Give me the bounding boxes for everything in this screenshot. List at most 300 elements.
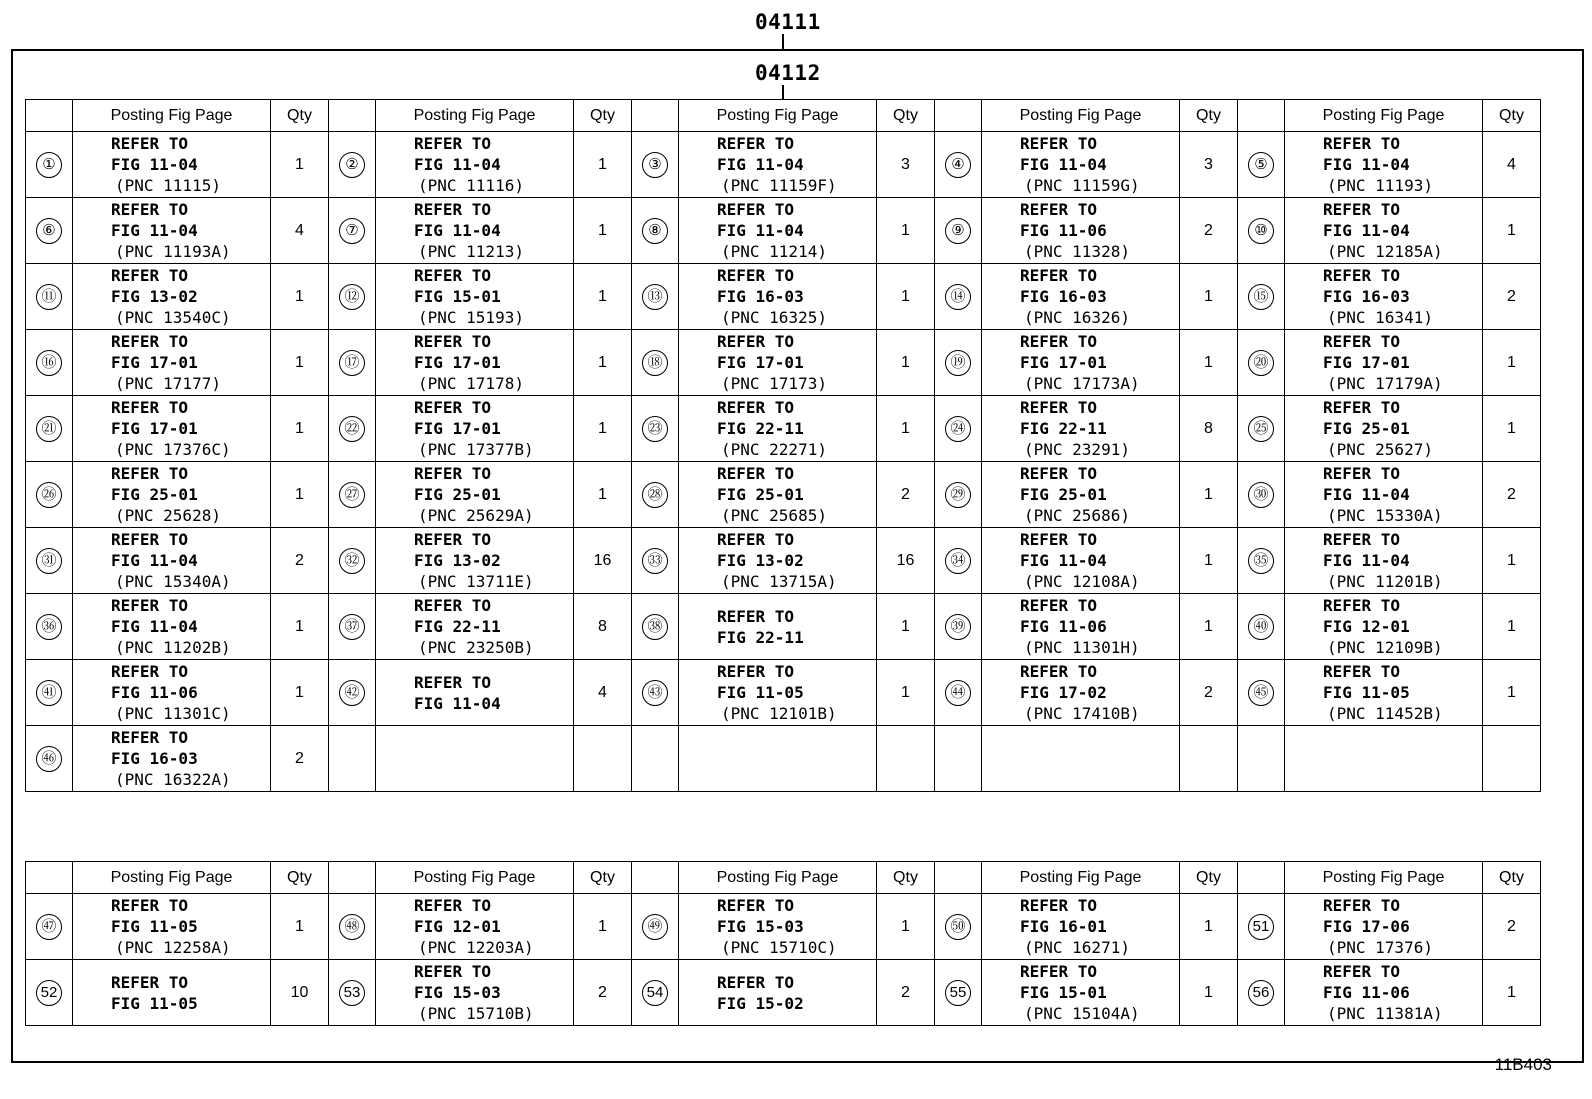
posting-fig-cell bbox=[376, 396, 574, 462]
item-number: 52 bbox=[36, 980, 62, 1006]
fig-ref: FIG 22-11 bbox=[414, 617, 501, 636]
posting-fig-cell bbox=[73, 330, 271, 396]
posting-fig-cell bbox=[73, 528, 271, 594]
qty-cell bbox=[271, 594, 329, 660]
item-number-cell bbox=[26, 960, 73, 1026]
header-qty: Qty bbox=[271, 862, 329, 894]
pnc-ref: (PNC 17173A) bbox=[1024, 374, 1140, 393]
item-number: ⑧ bbox=[642, 218, 668, 244]
header-qty: Qty bbox=[574, 862, 632, 894]
qty-cell bbox=[877, 528, 935, 594]
qty-value: 2 bbox=[901, 983, 910, 1001]
pnc-ref: (PNC 17177) bbox=[115, 374, 221, 393]
qty-value: 1 bbox=[1507, 683, 1516, 701]
fig-ref: FIG 13-02 bbox=[414, 551, 501, 570]
posting-fig-cell bbox=[376, 528, 574, 594]
item-number: ② bbox=[339, 152, 365, 178]
pnc-ref: (PNC 17173) bbox=[721, 374, 827, 393]
refer-to-text: REFER TO bbox=[717, 134, 795, 153]
header-qty: Qty bbox=[1180, 100, 1238, 132]
qty-value: 1 bbox=[598, 221, 607, 239]
item-number-cell bbox=[632, 462, 679, 528]
refer-to-text: REFER TO bbox=[717, 398, 795, 417]
fig-ref: FIG 11-06 bbox=[111, 683, 198, 702]
refer-to-text: REFER TO bbox=[1323, 134, 1401, 153]
refer-to-text: REFER TO bbox=[111, 896, 189, 915]
posting-fig-cell bbox=[679, 660, 877, 726]
item-number: 53 bbox=[339, 980, 365, 1006]
qty-cell bbox=[1483, 132, 1541, 198]
refer-to-text: REFER TO bbox=[717, 332, 795, 351]
header-row bbox=[26, 862, 1541, 894]
fig-ref: FIG 13-02 bbox=[717, 551, 804, 570]
qty-value: 1 bbox=[901, 683, 910, 701]
item-number-cell bbox=[935, 462, 982, 528]
refer-to-text: REFER TO bbox=[414, 672, 492, 692]
qty-value: 2 bbox=[1507, 287, 1516, 305]
posting-fig-cell bbox=[73, 264, 271, 330]
refer-to-text: REFER TO bbox=[1020, 530, 1098, 549]
fig-ref: FIG 22-11 bbox=[717, 419, 804, 438]
pnc-ref: (PNC 12258A) bbox=[115, 938, 231, 957]
qty-value: 1 bbox=[1507, 221, 1516, 239]
item-number-cell bbox=[632, 330, 679, 396]
qty-value: 2 bbox=[598, 983, 607, 1001]
qty-value: 1 bbox=[1507, 617, 1516, 635]
qty-cell bbox=[574, 198, 632, 264]
fig-ref: FIG 12-01 bbox=[1323, 617, 1410, 636]
refer-to-text: REFER TO bbox=[1020, 398, 1098, 417]
item-number-cell bbox=[1238, 396, 1285, 462]
fig-ref: FIG 17-01 bbox=[717, 353, 804, 372]
fig-ref: FIG 16-03 bbox=[1323, 287, 1410, 306]
item-number-cell bbox=[935, 396, 982, 462]
fig-ref: FIG 11-05 bbox=[111, 917, 198, 936]
refer-to-text: REFER TO bbox=[111, 728, 189, 747]
qty-cell bbox=[574, 960, 632, 1026]
posting-fig-cell bbox=[1285, 198, 1483, 264]
pnc-ref: (PNC 23291) bbox=[1024, 440, 1130, 459]
header-fig: Posting Fig Page bbox=[376, 100, 574, 132]
item-number: ㊺ bbox=[1248, 680, 1274, 706]
posting-fig-cell bbox=[1285, 462, 1483, 528]
qty-cell bbox=[574, 132, 632, 198]
fig-ref: FIG 11-05 bbox=[111, 993, 198, 1013]
posting-fig-cell bbox=[1285, 330, 1483, 396]
item-number-cell bbox=[329, 660, 376, 726]
fig-ref: FIG 11-04 bbox=[414, 155, 501, 174]
pnc-ref: (PNC 11193A) bbox=[115, 242, 231, 261]
qty-value: 16 bbox=[896, 551, 915, 569]
fig-ref: FIG 15-01 bbox=[1020, 983, 1107, 1002]
qty-cell bbox=[877, 330, 935, 396]
fig-ref: FIG 22-11 bbox=[1020, 419, 1107, 438]
refer-to-text: REFER TO bbox=[414, 134, 492, 153]
posting-fig-cell bbox=[73, 726, 271, 792]
item-number: ㊸ bbox=[642, 680, 668, 706]
qty-value: 1 bbox=[1204, 485, 1213, 503]
item-number: ⑤ bbox=[1248, 152, 1274, 178]
refer-to-text: REFER TO bbox=[111, 464, 189, 483]
qty-value: 8 bbox=[598, 617, 607, 635]
qty-cell bbox=[271, 330, 329, 396]
posting-fig-cell bbox=[73, 198, 271, 264]
qty-cell bbox=[574, 264, 632, 330]
qty-value: 1 bbox=[1507, 419, 1516, 437]
fig-ref: FIG 11-04 bbox=[1020, 551, 1107, 570]
pnc-ref: (PNC 11159F) bbox=[721, 176, 837, 195]
refer-to-text: REFER TO bbox=[1020, 962, 1098, 981]
pnc-ref: (PNC 11116) bbox=[418, 176, 524, 195]
header-qty: Qty bbox=[271, 100, 329, 132]
qty-value: 1 bbox=[598, 485, 607, 503]
header-fig: Posting Fig Page bbox=[679, 862, 877, 894]
refer-to-text: REFER TO bbox=[1323, 596, 1401, 615]
qty-value: 1 bbox=[1204, 353, 1213, 371]
item-number-cell bbox=[632, 894, 679, 960]
header-blank bbox=[632, 100, 679, 132]
pnc-ref: (PNC 11301C) bbox=[115, 704, 231, 723]
fig-ref: FIG 17-01 bbox=[414, 419, 501, 438]
refer-to-text: REFER TO bbox=[717, 464, 795, 483]
qty-value: 1 bbox=[598, 287, 607, 305]
posting-fig-cell bbox=[982, 264, 1180, 330]
header-qty: Qty bbox=[1180, 862, 1238, 894]
refer-to-text: REFER TO bbox=[414, 464, 492, 483]
refer-to-text: REFER TO bbox=[1323, 896, 1401, 915]
top-part-code: 04111 bbox=[755, 10, 821, 34]
item-number-cell bbox=[632, 594, 679, 660]
posting-fig-cell bbox=[1285, 264, 1483, 330]
pnc-ref: (PNC 11452B) bbox=[1327, 704, 1443, 723]
item-number: 55 bbox=[945, 980, 971, 1006]
posting-fig-cell bbox=[376, 726, 574, 792]
header-qty: Qty bbox=[1483, 100, 1541, 132]
pnc-ref: (PNC 11201B) bbox=[1327, 572, 1443, 591]
refer-to-text: REFER TO bbox=[111, 332, 189, 351]
item-number-cell bbox=[1238, 462, 1285, 528]
posting-fig-cell bbox=[679, 132, 877, 198]
header-blank bbox=[1238, 100, 1285, 132]
item-number: ⑱ bbox=[642, 350, 668, 376]
pnc-ref: (PNC 17410B) bbox=[1024, 704, 1140, 723]
posting-fig-cell bbox=[376, 264, 574, 330]
refer-to-text: REFER TO bbox=[1323, 530, 1401, 549]
inner-leader-line bbox=[782, 85, 784, 99]
fig-ref: FIG 11-04 bbox=[1323, 551, 1410, 570]
refer-to-text: REFER TO bbox=[1020, 896, 1098, 915]
header-fig: Posting Fig Page bbox=[679, 100, 877, 132]
fig-ref: FIG 25-01 bbox=[717, 485, 804, 504]
qty-value: 1 bbox=[295, 155, 304, 173]
item-number-cell bbox=[329, 198, 376, 264]
qty-cell bbox=[1483, 330, 1541, 396]
item-number-cell bbox=[329, 132, 376, 198]
refer-to-text: REFER TO bbox=[414, 266, 492, 285]
item-number: ⑳ bbox=[1248, 350, 1274, 376]
item-number-cell bbox=[935, 960, 982, 1026]
item-number: ㊷ bbox=[339, 680, 365, 706]
pnc-ref: (PNC 23250B) bbox=[418, 638, 534, 657]
pnc-ref: (PNC 11214) bbox=[721, 242, 827, 261]
item-number-cell bbox=[632, 396, 679, 462]
qty-value: 1 bbox=[1507, 983, 1516, 1001]
qty-cell bbox=[574, 396, 632, 462]
fig-ref: FIG 11-04 bbox=[111, 551, 198, 570]
item-number-cell bbox=[329, 462, 376, 528]
fig-ref: FIG 25-01 bbox=[1020, 485, 1107, 504]
item-number-cell bbox=[1238, 132, 1285, 198]
posting-fig-cell bbox=[376, 894, 574, 960]
table-row bbox=[26, 264, 1541, 330]
refer-to-text: REFER TO bbox=[414, 332, 492, 351]
pnc-ref: (PNC 15710C) bbox=[721, 938, 837, 957]
item-number-cell bbox=[26, 462, 73, 528]
item-number-cell bbox=[329, 264, 376, 330]
qty-value: 16 bbox=[593, 551, 612, 569]
posting-fig-cell bbox=[73, 894, 271, 960]
pnc-ref: (PNC 15710B) bbox=[418, 1004, 534, 1023]
posting-fig-cell bbox=[73, 396, 271, 462]
posting-fig-cell bbox=[679, 198, 877, 264]
posting-fig-cell bbox=[982, 960, 1180, 1026]
refer-to-text: REFER TO bbox=[1323, 962, 1401, 981]
qty-value: 1 bbox=[901, 617, 910, 635]
item-number: ㉛ bbox=[36, 548, 62, 574]
qty-cell bbox=[574, 462, 632, 528]
refer-to-text: REFER TO bbox=[111, 266, 189, 285]
qty-value: 10 bbox=[290, 983, 309, 1001]
fig-ref: FIG 17-01 bbox=[1323, 353, 1410, 372]
qty-cell bbox=[877, 960, 935, 1026]
qty-cell bbox=[1180, 726, 1238, 792]
table-row bbox=[26, 960, 1541, 1026]
qty-value: 1 bbox=[295, 419, 304, 437]
item-number: ⑭ bbox=[945, 284, 971, 310]
posting-fig-cell bbox=[982, 462, 1180, 528]
item-number: ⑯ bbox=[36, 350, 62, 376]
posting-fig-cell bbox=[376, 330, 574, 396]
item-number: ㊿ bbox=[945, 914, 971, 940]
qty-value: 8 bbox=[1204, 419, 1213, 437]
pnc-ref: (PNC 11159G) bbox=[1024, 176, 1140, 195]
posting-fig-cell bbox=[679, 726, 877, 792]
item-number-cell bbox=[935, 726, 982, 792]
qty-value: 1 bbox=[901, 353, 910, 371]
pnc-ref: (PNC 13540C) bbox=[115, 308, 231, 327]
item-number-cell bbox=[329, 594, 376, 660]
refer-to-text: REFER TO bbox=[1020, 596, 1098, 615]
header-qty: Qty bbox=[574, 100, 632, 132]
qty-cell bbox=[1483, 726, 1541, 792]
table-row bbox=[26, 894, 1541, 960]
header-blank bbox=[26, 100, 73, 132]
header-row bbox=[26, 100, 1541, 132]
refer-to-text: REFER TO bbox=[717, 606, 795, 626]
refer-to-text: REFER TO bbox=[111, 662, 189, 681]
qty-cell bbox=[271, 462, 329, 528]
refer-to-text: REFER TO bbox=[414, 530, 492, 549]
qty-value: 2 bbox=[295, 749, 304, 767]
qty-cell bbox=[271, 894, 329, 960]
refer-to-text: REFER TO bbox=[414, 962, 492, 981]
item-number-cell bbox=[935, 594, 982, 660]
qty-value: 4 bbox=[1507, 155, 1516, 173]
qty-value: 2 bbox=[901, 485, 910, 503]
qty-value: 3 bbox=[1204, 155, 1213, 173]
qty-cell bbox=[1180, 528, 1238, 594]
qty-cell bbox=[877, 462, 935, 528]
top-leader-line bbox=[782, 34, 784, 49]
posting-fig-cell bbox=[982, 198, 1180, 264]
item-number: ⑪ bbox=[36, 284, 62, 310]
posting-fig-cell bbox=[376, 594, 574, 660]
posting-fig-cell bbox=[1285, 132, 1483, 198]
item-number-cell bbox=[329, 396, 376, 462]
fig-ref: FIG 17-01 bbox=[414, 353, 501, 372]
item-number: ㉓ bbox=[642, 416, 668, 442]
pnc-ref: (PNC 25628) bbox=[115, 506, 221, 525]
qty-cell bbox=[574, 330, 632, 396]
qty-cell bbox=[574, 726, 632, 792]
qty-value: 1 bbox=[1204, 551, 1213, 569]
item-number: ㊼ bbox=[36, 914, 62, 940]
fig-ref: FIG 11-06 bbox=[1020, 221, 1107, 240]
qty-value: 1 bbox=[1204, 917, 1213, 935]
item-number: ㉖ bbox=[36, 482, 62, 508]
qty-cell bbox=[271, 264, 329, 330]
item-number-cell bbox=[632, 528, 679, 594]
item-number-cell bbox=[26, 528, 73, 594]
posting-fig-cell bbox=[73, 462, 271, 528]
pnc-ref: (PNC 12185A) bbox=[1327, 242, 1443, 261]
qty-value: 1 bbox=[901, 221, 910, 239]
qty-cell bbox=[271, 726, 329, 792]
item-number-cell bbox=[632, 198, 679, 264]
qty-cell bbox=[877, 198, 935, 264]
refer-to-text: REFER TO bbox=[1323, 332, 1401, 351]
item-number: ㉞ bbox=[945, 548, 971, 574]
item-number: ㉜ bbox=[339, 548, 365, 574]
qty-cell bbox=[1483, 264, 1541, 330]
item-number-cell bbox=[1238, 894, 1285, 960]
qty-cell bbox=[1483, 660, 1541, 726]
pnc-ref: (PNC 25627) bbox=[1327, 440, 1433, 459]
item-number-cell bbox=[632, 960, 679, 1026]
table-row bbox=[26, 660, 1541, 726]
posting-fig-cell bbox=[679, 396, 877, 462]
item-number: ⑲ bbox=[945, 350, 971, 376]
qty-cell bbox=[877, 396, 935, 462]
item-number-cell bbox=[26, 660, 73, 726]
item-number-cell bbox=[935, 132, 982, 198]
qty-value: 3 bbox=[901, 155, 910, 173]
refer-to-text: REFER TO bbox=[1020, 332, 1098, 351]
fig-ref: FIG 12-01 bbox=[414, 917, 501, 936]
qty-value: 2 bbox=[1204, 683, 1213, 701]
posting-fig-cell bbox=[679, 894, 877, 960]
qty-cell bbox=[271, 198, 329, 264]
qty-value: 1 bbox=[598, 155, 607, 173]
qty-value: 1 bbox=[295, 617, 304, 635]
qty-value: 1 bbox=[295, 485, 304, 503]
qty-cell bbox=[1180, 894, 1238, 960]
item-number-cell bbox=[935, 198, 982, 264]
item-number-cell bbox=[1238, 330, 1285, 396]
header-blank bbox=[935, 862, 982, 894]
qty-cell bbox=[1180, 264, 1238, 330]
qty-cell bbox=[271, 132, 329, 198]
item-number-cell bbox=[329, 960, 376, 1026]
header-blank bbox=[632, 862, 679, 894]
upper-parts-table bbox=[25, 99, 1541, 792]
item-number-cell bbox=[1238, 960, 1285, 1026]
header-fig: Posting Fig Page bbox=[73, 862, 271, 894]
item-number: ⑨ bbox=[945, 218, 971, 244]
qty-value: 1 bbox=[1507, 551, 1516, 569]
fig-ref: FIG 11-04 bbox=[111, 221, 198, 240]
pnc-ref: (PNC 25629A) bbox=[418, 506, 534, 525]
pnc-ref: (PNC 16322A) bbox=[115, 770, 231, 789]
pnc-ref: (PNC 11202B) bbox=[115, 638, 231, 657]
qty-cell bbox=[574, 660, 632, 726]
item-number: ⑦ bbox=[339, 218, 365, 244]
header-qty: Qty bbox=[877, 862, 935, 894]
item-number-cell bbox=[26, 726, 73, 792]
qty-value: 1 bbox=[295, 683, 304, 701]
refer-to-text: REFER TO bbox=[1020, 266, 1098, 285]
lower-parts-table bbox=[25, 861, 1541, 1026]
fig-ref: FIG 11-06 bbox=[1323, 983, 1410, 1002]
item-number: ㊲ bbox=[339, 614, 365, 640]
qty-cell bbox=[574, 894, 632, 960]
fig-ref: FIG 17-01 bbox=[1020, 353, 1107, 372]
fig-ref: FIG 16-01 bbox=[1020, 917, 1107, 936]
pnc-ref: (PNC 16271) bbox=[1024, 938, 1130, 957]
posting-fig-cell bbox=[1285, 528, 1483, 594]
refer-to-text: REFER TO bbox=[717, 530, 795, 549]
item-number: ⑬ bbox=[642, 284, 668, 310]
fig-ref: FIG 16-03 bbox=[1020, 287, 1107, 306]
header-qty: Qty bbox=[1483, 862, 1541, 894]
qty-value: 4 bbox=[598, 683, 607, 701]
posting-fig-cell bbox=[982, 726, 1180, 792]
fig-ref: FIG 11-04 bbox=[111, 155, 198, 174]
qty-value: 1 bbox=[598, 353, 607, 371]
qty-value: 1 bbox=[1204, 983, 1213, 1001]
pnc-ref: (PNC 11213) bbox=[418, 242, 524, 261]
item-number-cell bbox=[632, 660, 679, 726]
qty-cell bbox=[1483, 594, 1541, 660]
table-row bbox=[26, 726, 1541, 792]
pnc-ref: (PNC 17178) bbox=[418, 374, 524, 393]
qty-value: 2 bbox=[1507, 485, 1516, 503]
qty-cell bbox=[574, 528, 632, 594]
pnc-ref: (PNC 16325) bbox=[721, 308, 827, 327]
item-number: ㉘ bbox=[642, 482, 668, 508]
header-fig: Posting Fig Page bbox=[73, 100, 271, 132]
fig-ref: FIG 11-05 bbox=[717, 683, 804, 702]
item-number-cell bbox=[935, 894, 982, 960]
item-number: ㉕ bbox=[1248, 416, 1274, 442]
item-number: ㊻ bbox=[36, 746, 62, 772]
item-number-cell bbox=[1238, 594, 1285, 660]
item-number-cell bbox=[1238, 264, 1285, 330]
fig-ref: FIG 13-02 bbox=[111, 287, 198, 306]
posting-fig-cell bbox=[982, 594, 1180, 660]
item-number: ㉟ bbox=[1248, 548, 1274, 574]
qty-value: 1 bbox=[295, 917, 304, 935]
